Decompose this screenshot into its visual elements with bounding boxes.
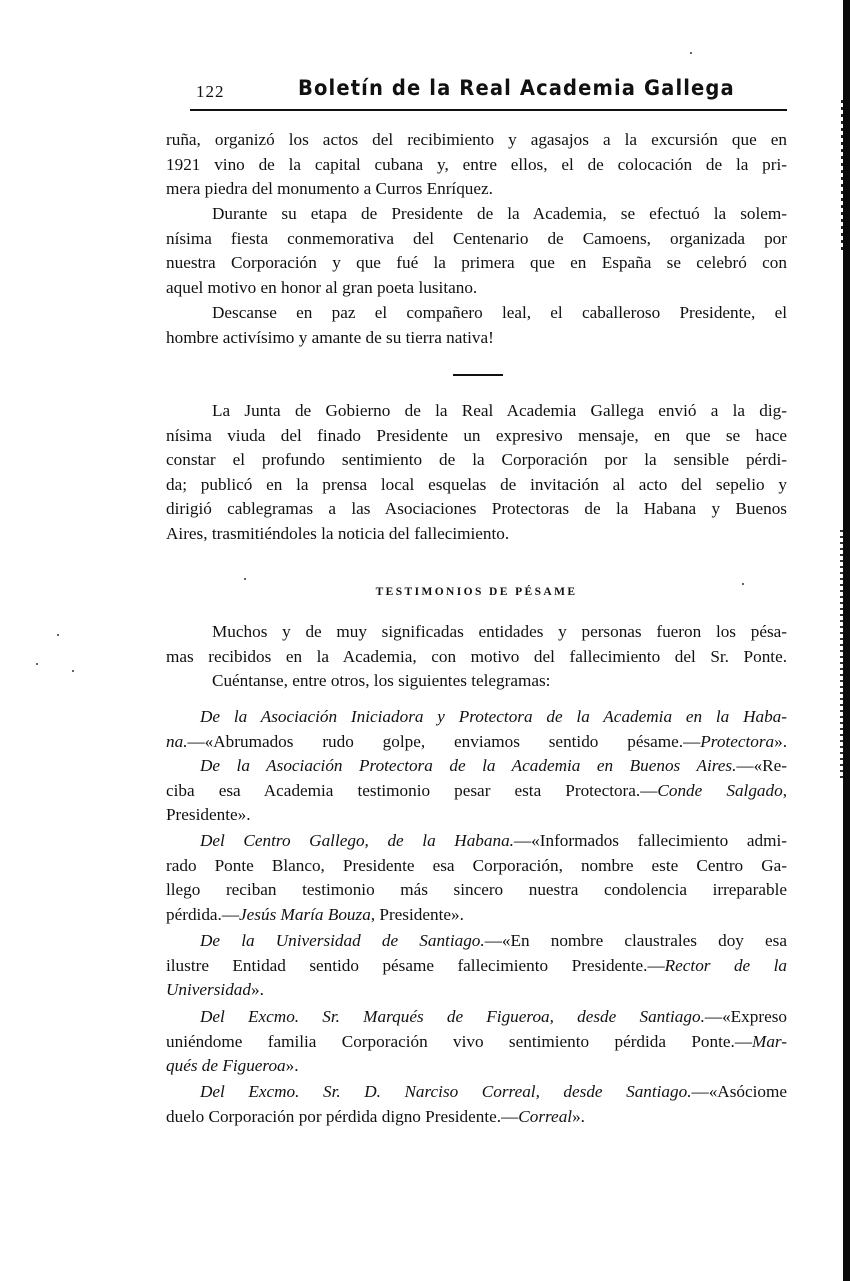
text-line: Descanse en paz el compañero leal, el caballeroso Presidente, el: [212, 303, 787, 322]
telegram-line: [166, 878, 787, 903]
text-line: nuestra Corporación y que fué la primera que en España se celebró con: [166, 253, 787, 273]
telegram-buenos-aires: [166, 754, 787, 828]
roman-run: —«Re-: [736, 756, 787, 775]
paragraph-junta: [166, 399, 787, 547]
paragraph-testimonios-intro: [166, 620, 787, 694]
scan-speck: [690, 52, 692, 54]
paragraph-camoens: [166, 202, 787, 300]
roman-run: Presidente».: [166, 805, 251, 825]
italic-run: Jesús María Bouza: [239, 904, 371, 924]
telegram-line: [166, 779, 787, 804]
telegram-line: [166, 903, 787, 928]
text-line: dirigió cablegramas a las Asociaciones Protectoras de la Habana y Buenos: [166, 499, 787, 519]
paragraph-continuation: [166, 128, 787, 202]
telegram-line: [166, 1080, 787, 1105]
italic-run: Mar-: [752, 1031, 787, 1051]
italic-run: Del Centro Gallego, de la Habana.: [200, 831, 514, 850]
section-separator-rule: [453, 374, 503, 376]
text-line: Muchos y de muy significadas entidades y personas fueron los pésa-: [212, 622, 787, 641]
roman-run: —«En nombre claustrales doy esa: [484, 931, 787, 950]
text-line: hombre activísimo y amante de su tierra nativa!: [166, 327, 494, 347]
italic-run: na.: [166, 731, 188, 751]
telegram-line: [166, 829, 787, 854]
italic-run: De la Asociación Iniciadora y Protectora de la Academia en la Haba-: [200, 707, 787, 726]
italic-run: Protectora: [700, 731, 775, 751]
italic-run: Del Excmo. Sr. D. Narciso Correal, desde Santiago.: [200, 1082, 692, 1101]
text-line: aquel motivo en honor al gran poeta lusitano.: [166, 277, 478, 297]
telegram-line: [166, 1105, 787, 1130]
telegram-marques-figueroa: [166, 1005, 787, 1079]
telegram-centro-gallego: [166, 829, 787, 927]
roman-run: ».: [285, 1056, 299, 1076]
telegram-line: [166, 954, 787, 979]
page-number: 122: [196, 82, 225, 101]
roman-run: rado Ponte Blanco, Presidente esa Corporación, nombre este Centro Ga-: [166, 855, 787, 875]
roman-run: , Presidente».: [370, 904, 464, 924]
roman-run: ».: [774, 731, 787, 751]
italic-run: De la Asociación Protectora de la Academia en Buenos Aires.: [200, 756, 737, 775]
roman-run: duelo Corporación por pérdida digno Presidente.—: [166, 1106, 519, 1126]
telegram-line: [166, 730, 787, 755]
roman-run: —«Expreso: [704, 1007, 787, 1026]
telegram-line: [166, 929, 787, 954]
telegram-line: [166, 854, 787, 879]
page-header: [190, 76, 787, 106]
italic-run: Del Excmo. Sr. Marqués de Figueroa, desde Santiago.: [200, 1007, 705, 1026]
scan-speck: [72, 670, 74, 672]
header-rule: [190, 109, 787, 111]
telegram-line: [166, 754, 787, 779]
italic-run: Universidad: [166, 980, 251, 1000]
telegram-habana-protectora: [166, 705, 787, 754]
telegram-line: [166, 978, 787, 1003]
telegram-line: [166, 705, 787, 730]
text-line: La Junta de Gobierno de la Real Academia Gallega envió a la dig-: [212, 401, 787, 420]
section-heading: TESTIMONIOS DE PÉSAME: [375, 586, 578, 598]
scan-speck: [244, 578, 246, 580]
text-line: Cuéntanse, entre otros, los siguientes telegramas:: [212, 671, 551, 691]
paragraph-descanse: [166, 301, 787, 350]
telegram-line: [166, 1054, 787, 1079]
roman-run: ».: [250, 980, 264, 1000]
telegram-line: [166, 803, 787, 828]
roman-run: —«Informados fallecimiento admi-: [513, 831, 787, 850]
roman-run: pérdida.—: [166, 904, 240, 924]
roman-run: ciba esa Academia testimonio pesar esta Protectora.—: [166, 780, 658, 800]
italic-run: qués de Figueroa: [166, 1056, 286, 1076]
text-line: Durante su etapa de Presidente de la Academia, se efectuó la solem-: [212, 204, 787, 223]
telegram-universidad-santiago: [166, 929, 787, 1003]
telegram-line: [166, 1030, 787, 1055]
roman-run: uniéndome familia Corporación vivo sentimiento pérdida Ponte.—: [166, 1031, 753, 1051]
text-line: Aires, trasmitiéndoles la noticia del fallecimiento.: [166, 523, 510, 543]
roman-run: ,: [782, 780, 787, 800]
text-line: mera piedra del monumento a Curros Enríquez.: [166, 179, 493, 199]
text-line: 1921 vino de la capital cubana y, entre ellos, el de colocación de la pri-: [166, 154, 787, 174]
scan-speck: [57, 634, 59, 636]
text-line: constar el profundo sentimiento de la Corporación por la sensible pérdi-: [166, 450, 787, 470]
roman-run: ».: [572, 1106, 585, 1126]
roman-run: ilustre Entidad sentido pésame fallecimiento Presidente.—: [166, 955, 665, 975]
text-line: da; publicó en la prensa local esquelas de invitación al acto del sepelio y: [166, 474, 787, 494]
scan-speck: [742, 583, 744, 585]
text-line: nísima fiesta conmemorativa del Centenario de Camoens, organizada por: [166, 228, 787, 248]
text-line: ruña, organizó los actos del recibimiento y agasajos a la excursión que en: [166, 130, 787, 149]
text-line: nísima viuda del finado Presidente un expresivo mensaje, en que se hace: [166, 425, 787, 445]
italic-run: Conde Salgado: [657, 780, 783, 800]
italic-run: Rector de la: [664, 955, 788, 975]
roman-run: —«Asóciome: [691, 1082, 787, 1101]
telegram-narciso-correal: [166, 1080, 787, 1129]
scan-speck: [36, 663, 38, 665]
page-binding-edge: [843, 0, 850, 1281]
roman-run: —«Abrumados rudo golpe, enviamos sentido pésame.—: [187, 731, 701, 751]
italic-run: De la Universidad de Santiago.: [200, 931, 485, 950]
telegram-line: [166, 1005, 787, 1030]
roman-run: llego reciban testimonio más sincero nuestra condolencia irreparable: [166, 880, 787, 900]
running-title: Boletín de la Real Academia Gallega: [298, 76, 735, 100]
text-line: mas recibidos en la Academia, con motivo del fallecimiento del Sr. Ponte.: [166, 646, 787, 666]
italic-run: Correal: [518, 1106, 573, 1126]
